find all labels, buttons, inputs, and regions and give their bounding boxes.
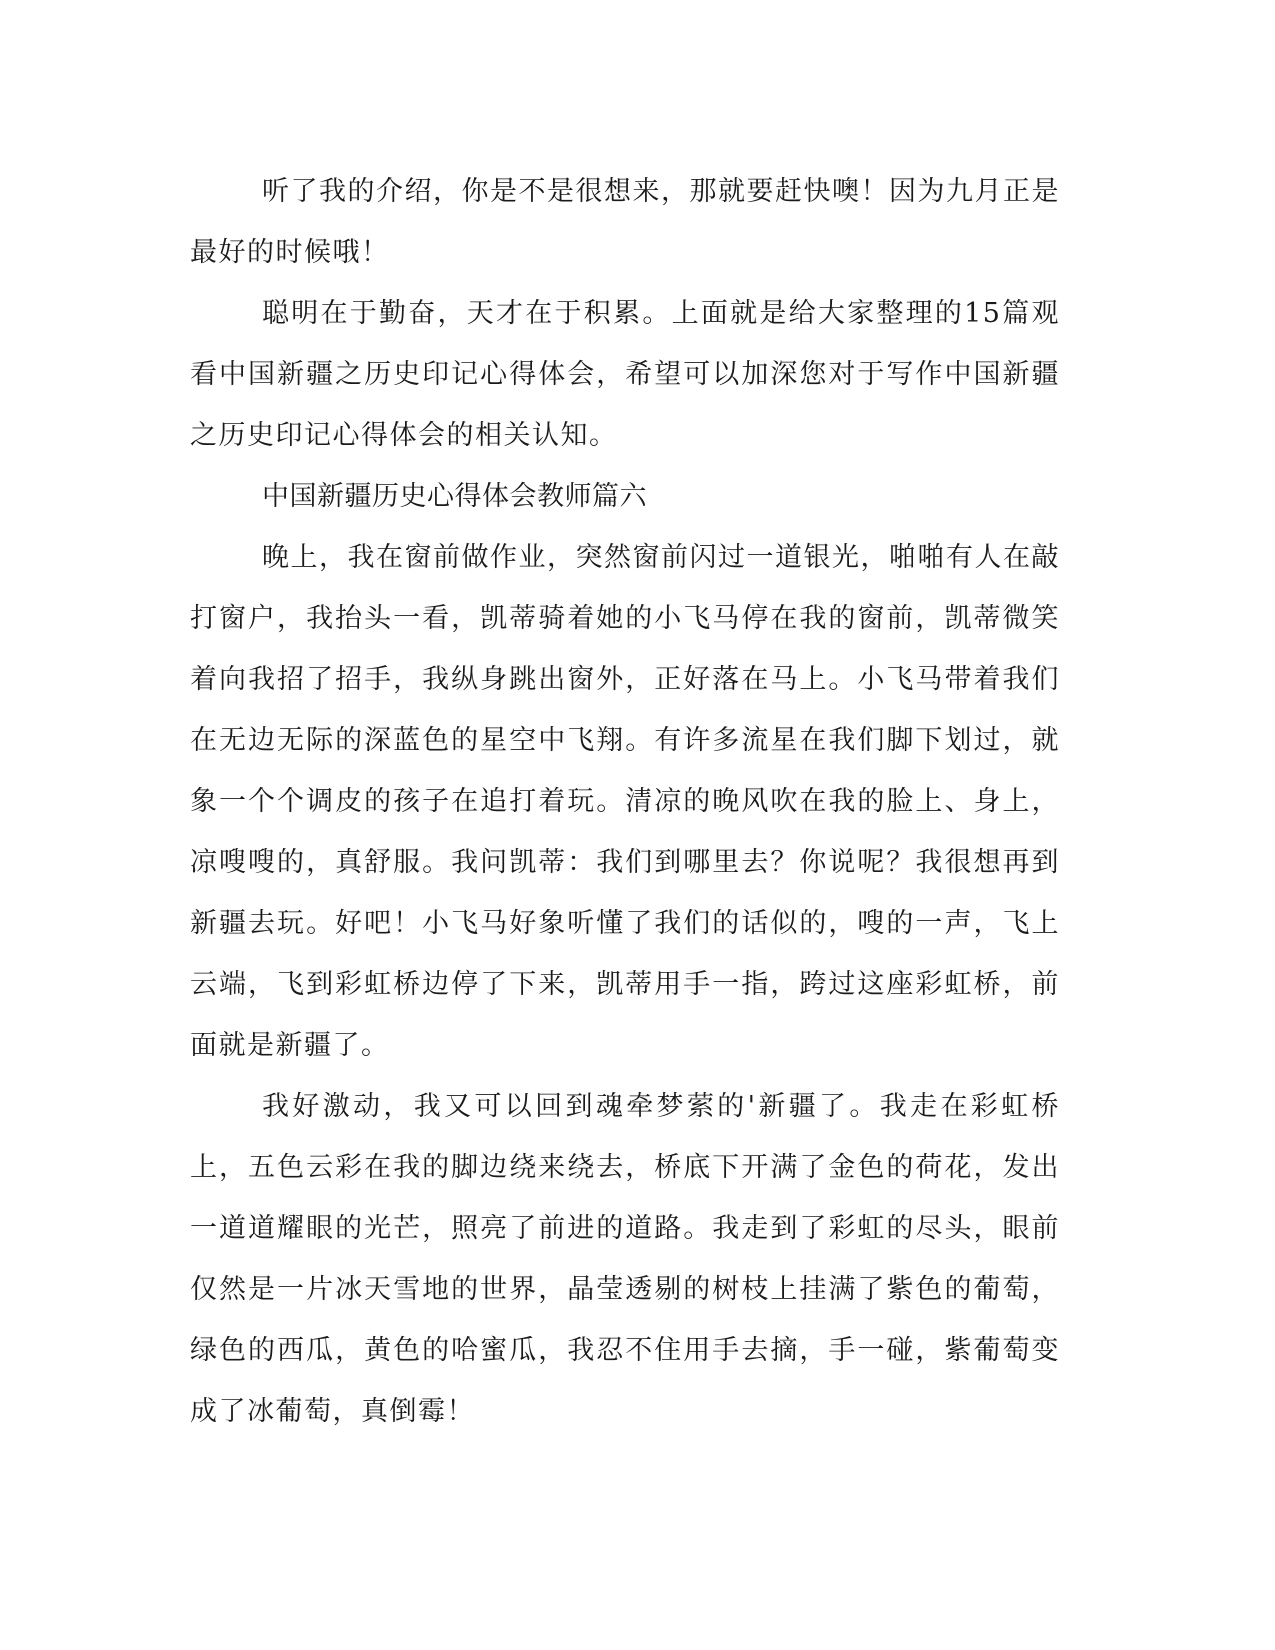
paragraph-summary: 聪明在于勤奋，天才在于积累。上面就是给大家整理的15篇观看中国新疆之历史印记心得体会，希望可以加深您对于写作中国新疆之历史印记心得体会的相关认知。 [190, 298, 1060, 451]
paragraph-intro-ending: 听了我的介绍，你是不是很想来，那就要赶快噢！因为九月正是最好的时候哦！ [190, 176, 1060, 268]
section-heading: 中国新疆历史心得体会教师篇六 [262, 481, 647, 512]
document-body [190, 161, 1060, 1442]
paragraph-night-flight: 晚上，我在窗前做作业，突然窗前闪过一道银光，啪啪有人在敲打窗户，我抬头一看，凯蒂骑着她的小飞马停在我的窗前，凯蒂微笑着向我招了招手，我纵身跳出窗外，正好落在马上。小飞马带着我们在无边无际的深蓝色的星空中飞翔。有许多流星在我们脚下划过，就象一个个调皮的孩子在追打着玩。清凉的晚风吹在我的脸上、身上，凉嗖嗖的，真舒服。我问凯蒂：我们到哪里去？你说呢？我很想再到新疆去玩。好吧！小飞马好象听懂了我们的话似的，嗖的一声，飞上云端，飞到彩虹桥边停了下来，凯蒂用手一指，跨过这座彩虹桥，前面就是新疆了。 [190, 542, 1060, 1061]
paragraph-rainbow-bridge: 我好激动，我又可以回到魂牵梦萦的'新疆了。我走在彩虹桥上，五色云彩在我的脚边绕来绕去，桥底下开满了金色的荷花，发出一道道耀眼的光芒，照亮了前进的道路。我走到了彩虹的尽头，眼前仅然是一片冰天雪地的世界，晶莹透剔的树枝上挂满了紫色的葡萄，绿色的西瓜，黄色的哈蜜瓜，我忍不住用手去摘，手一碰，紫葡萄变成了冰葡萄，真倒霉！ [190, 1091, 1060, 1427]
